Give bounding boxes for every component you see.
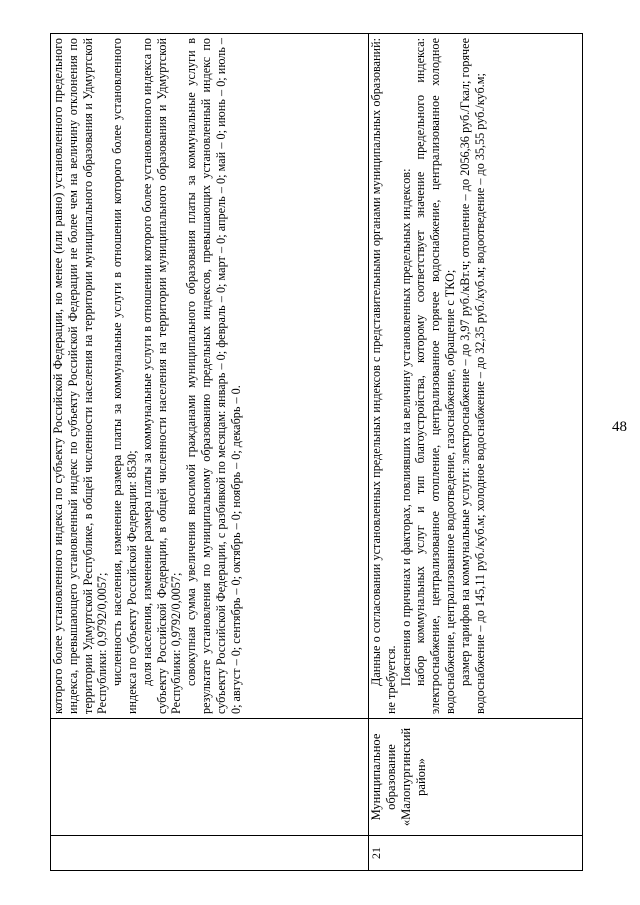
paragraph: доля населения, изменение размера платы за коммунальные услуги в отношении которого более установленного индекса по субъекту Российской Федерации, в общей численности населения на территории муниципального образования и Удмуртской Республики: 0,9792/0,0057; bbox=[139, 38, 184, 714]
row-number-cell bbox=[51, 836, 369, 871]
municipality-cell bbox=[51, 719, 369, 836]
paragraph: численность населения, изменение размера платы за коммунальные услуги в отношении которого более установленного индекса по субъекту Российской Федерации: 8530; bbox=[110, 38, 139, 714]
paragraph: Пояснения о причинах и факторах, повлиявших на величину установленных предельных индексов: bbox=[398, 168, 413, 686]
details-cell bbox=[51, 34, 369, 719]
municipality-cell: Муниципальное образование «Малопургинский район» bbox=[369, 719, 583, 836]
table-row-21 bbox=[369, 34, 583, 871]
paragraph: совокупная сумма увеличения вносимой гражданами муниципального образования платы за коммунальные услуги в результате установления по муниципальному образованию предельных индексов, превышающих установленный индекс по субъекту Российской Федерации, с разбивкой по месяцам: январь – 0; февраль – 0; март – 0; апрель – 0; май – 0; июнь – 0; июль – 0; август – 0; сентябрь – 0; октябрь – 0; ноябрь – 0; декабрь – 0. bbox=[184, 38, 243, 714]
row-number-cell: 21 bbox=[369, 836, 583, 871]
paragraph: Данные о согласовании установленных предельных индексов с представительными органами муниципальных образований: не требуется. bbox=[369, 38, 398, 714]
municipal-index-table bbox=[50, 33, 583, 871]
paragraph: набор коммунальных услуг и тип благоустройства, которому соответствует значение предельного индекса: электроснабжение, централизованное отопление, централизованное горячее водоснабжение, централизованное холодное водоснабжение, централизованное водоотведение, газоснабжение, обращение с ТКО; bbox=[413, 38, 457, 714]
paragraph: размер тарифов на коммунальные услуги: электроснабжение – до 3,97 руб./кВт.ч; отопление – до 2056,36 руб./Гкал; горячее водоснабжение – до 145,11 руб./куб.м; холодное водоснабжение – до 32,35 руб./куб.м; водоотведение – до 35,55 руб./куб.м; bbox=[457, 38, 487, 714]
paragraph: которого более установленного индекса по субъекту Российской Федерации, но менее (или равно) установленного предельного индекса, превышающего установленный индекс по субъекту Российской Федерации не более чем на величину отклонения по территории Удмуртской Республике, в общей численности населения на территории муниципального образования и Удмуртской Республики: 0,9792/0,0057; bbox=[51, 38, 110, 714]
page-number: 48 bbox=[612, 419, 627, 435]
table-row-continuation bbox=[51, 34, 369, 871]
details-cell bbox=[369, 34, 583, 719]
